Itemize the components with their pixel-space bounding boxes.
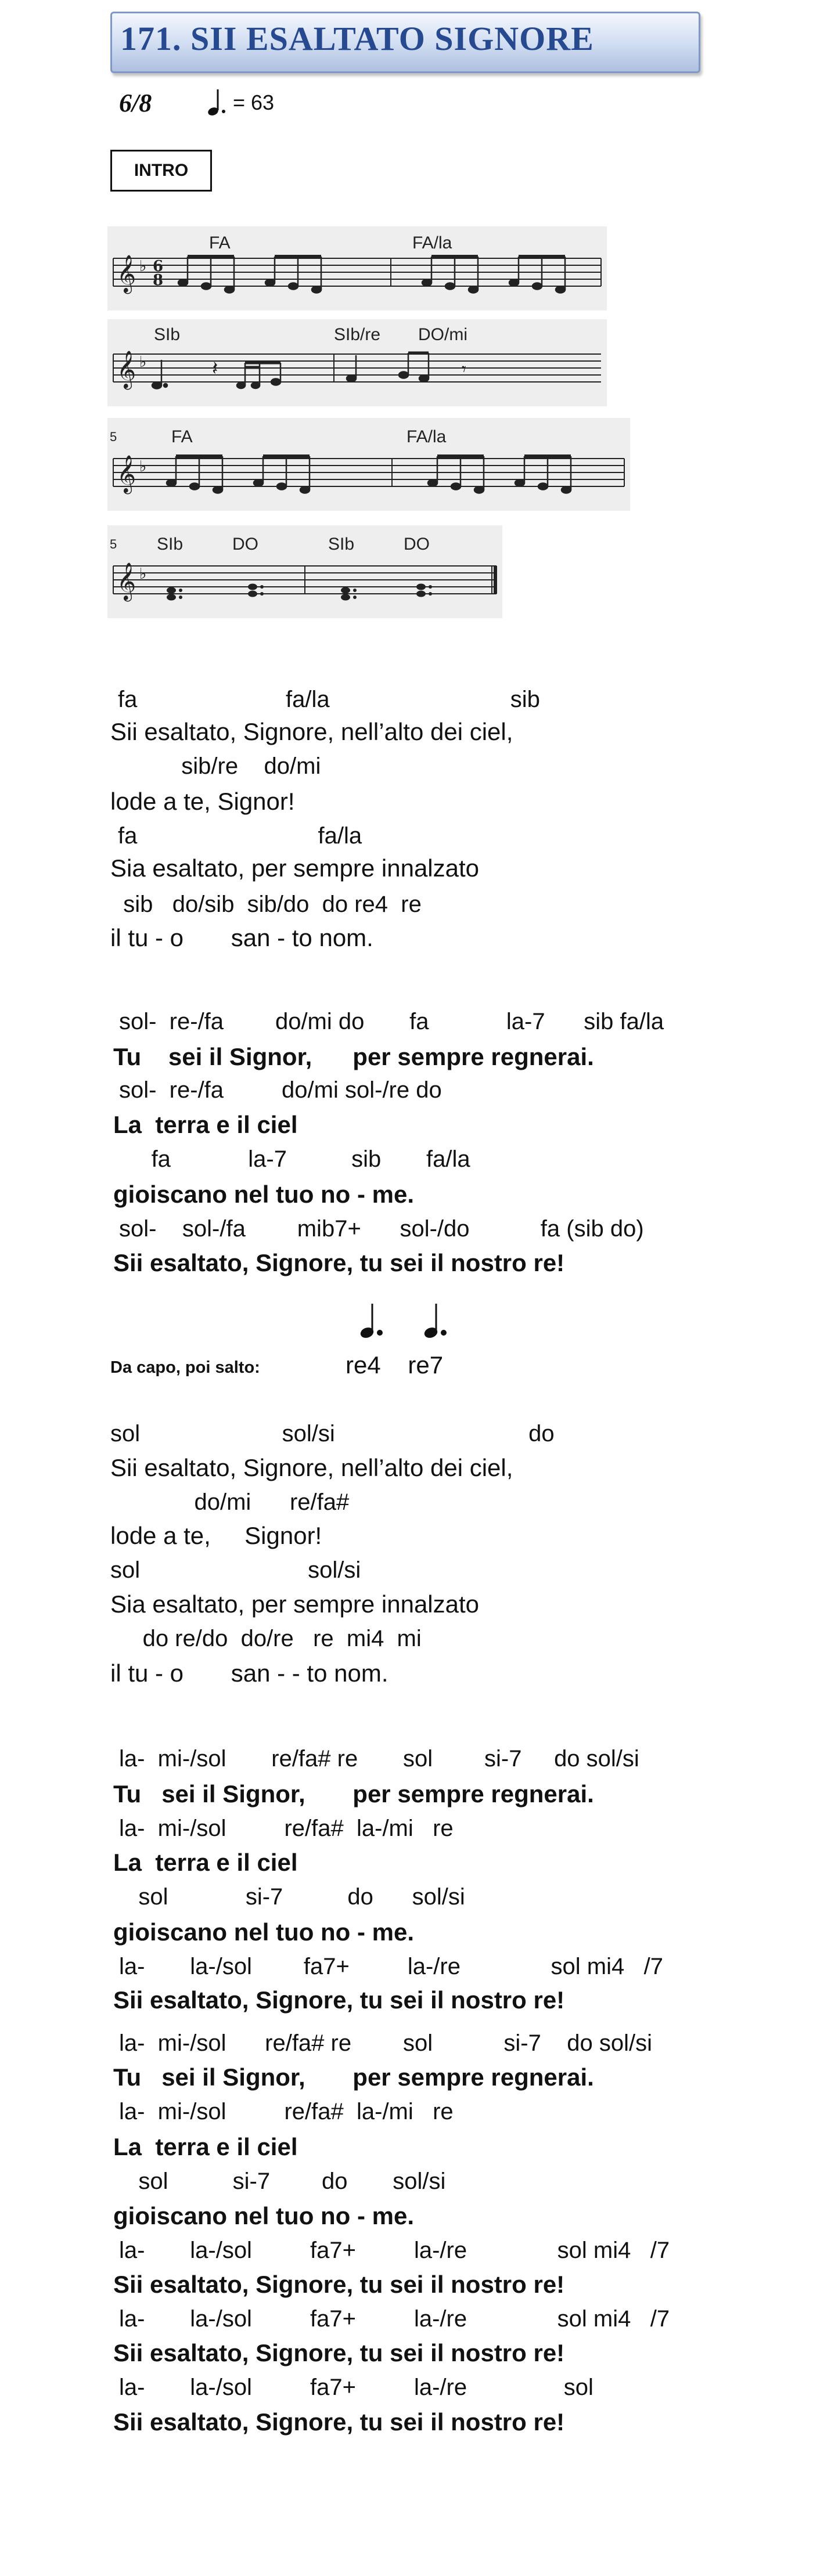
lyric-line: lode a te, Signor! bbox=[110, 788, 295, 815]
lyric-line: Sii esaltato, Signore, tu sei il nostro re! bbox=[113, 2408, 565, 2436]
measure-number: 5 bbox=[110, 430, 117, 444]
lyric-line: il tu - o san - to nom. bbox=[110, 924, 373, 951]
lyric-line: Sii esaltato, Signore, tu sei il nostro re! bbox=[113, 2271, 565, 2298]
staff-chord: DO/mi bbox=[418, 325, 467, 344]
chord-line: sol- re-/fa do/mi sol-/re do bbox=[119, 1077, 442, 1103]
lyric-line: Sii esaltato, Signore, tu sei il nostro re! bbox=[113, 1986, 565, 2014]
lyric-line: Sia esaltato, per sempre innalzato bbox=[110, 854, 480, 882]
staff-chord: SIb bbox=[328, 535, 355, 554]
chord-line: la- la-/sol fa7+ la-/re sol mi4 /7 bbox=[119, 2238, 670, 2263]
staff-chord: SIb bbox=[157, 535, 184, 554]
da-capo-label: Da capo, poi salto: bbox=[110, 1358, 260, 1377]
capo-note-icons bbox=[354, 1300, 470, 1344]
lyric-line: Sia esaltato, per sempre innalzato bbox=[110, 1590, 480, 1618]
time-signature: 6/8 bbox=[119, 89, 152, 117]
lyric-line: La terra e il ciel bbox=[113, 1111, 298, 1138]
staff-chord: DO bbox=[404, 535, 430, 554]
song-title: 171. SII ESALTATO SIGNORE bbox=[120, 20, 594, 57]
chord-line: la- mi-/sol re/fa# re sol si-7 do sol/si bbox=[119, 1746, 639, 1772]
chord-line: fa la-7 sib fa/la bbox=[119, 1146, 470, 1172]
chord-line: sib do/sib sib/do do re4 re bbox=[110, 892, 422, 917]
lyric-line: gioiscano nel tuo no - me. bbox=[113, 1181, 415, 1208]
chord-line: la- mi-/sol re/fa# re sol si-7 do sol/si bbox=[119, 2030, 653, 2056]
svg-text:𝄞: 𝄞 bbox=[117, 562, 136, 600]
lyric-line: Tu sei il Signor, per sempre regnerai. bbox=[113, 1780, 594, 1807]
svg-text:♭: ♭ bbox=[139, 353, 147, 371]
tempo-value: = 63 bbox=[233, 91, 275, 114]
lyric-line: La terra e il ciel bbox=[113, 1849, 298, 1876]
lyric-line: il tu - o san - - to nom. bbox=[110, 1659, 388, 1687]
chord-line: sol- sol-/fa mib7+ sol-/do fa (sib do) bbox=[119, 1216, 644, 1242]
staff-chord: DO bbox=[232, 535, 258, 554]
flat-icon: ♭ bbox=[139, 258, 147, 275]
intro-label: INTRO bbox=[110, 150, 212, 192]
lyric-line: La terra e il ciel bbox=[113, 2133, 298, 2160]
chord-line: sol si-7 do sol/si bbox=[119, 1884, 465, 1910]
svg-text:♭: ♭ bbox=[139, 458, 147, 475]
lyric-line: Sii esaltato, Signore, tu sei il nostro re! bbox=[113, 2339, 565, 2366]
svg-text:𝄞: 𝄞 bbox=[117, 455, 136, 493]
chord-line: la- la-/sol fa7+ la-/re sol mi4 /7 bbox=[119, 1954, 663, 1979]
svg-text:6: 6 bbox=[153, 258, 164, 275]
chord-line: la- mi-/sol re/fa# la-/mi re bbox=[119, 2099, 454, 2124]
chord-line: sol- re-/fa do/mi do fa la-7 sib fa/la bbox=[119, 1009, 664, 1034]
treble-clef-icon: 𝄞 bbox=[117, 255, 136, 293]
lyric-line: lode a te, Signor! bbox=[110, 1522, 322, 1549]
lyric-line: gioiscano nel tuo no - me. bbox=[113, 2202, 415, 2229]
svg-text:5: 5 bbox=[110, 537, 117, 551]
chord-line: do re/do do/re re mi4 mi bbox=[110, 1626, 422, 1651]
lyric-line: Tu sei il Signor, per sempre regnerai. bbox=[113, 1043, 594, 1070]
tempo-marking bbox=[206, 88, 274, 117]
chord-line: fa fa/la sib bbox=[118, 687, 540, 712]
svg-text:𝄾: 𝄾 bbox=[462, 359, 466, 380]
svg-text:8: 8 bbox=[153, 272, 164, 289]
chord-line: sol sol/si bbox=[110, 1557, 361, 1583]
dotted-quarter-note-icon bbox=[206, 88, 229, 117]
lyric-line: Sii esaltato, Signore, tu sei il nostro re! bbox=[113, 1249, 565, 1276]
chord-line: fa fa/la bbox=[118, 823, 362, 849]
staff-chord: SIb/re bbox=[334, 325, 381, 344]
lyric-line: gioiscano nel tuo no - me. bbox=[113, 1918, 415, 1946]
title-banner bbox=[110, 12, 700, 73]
staff-notes bbox=[178, 257, 565, 293]
chord-line: la- mi-/sol re/fa# la-/mi re bbox=[119, 1816, 454, 1841]
lyric-line: Sii esaltato, Signore, nell’alto dei ciel, bbox=[110, 1454, 513, 1481]
staff-system-2 bbox=[107, 319, 607, 406]
da-capo-chords: re4 re7 bbox=[346, 1351, 444, 1379]
staff-chord: FA/la bbox=[406, 427, 447, 446]
svg-text:♭: ♭ bbox=[139, 565, 147, 583]
svg-text:𝄽: 𝄽 bbox=[212, 357, 218, 380]
chord-line: la- la-/sol fa7+ la-/re sol bbox=[119, 2375, 593, 2400]
chord-line: sib/re do/mi bbox=[110, 753, 321, 779]
staff-system-4 bbox=[107, 525, 502, 618]
staff-chord: FA/la bbox=[412, 233, 452, 252]
lyric-line: Sii esaltato, Signore, nell’alto dei ciel, bbox=[110, 718, 513, 745]
chord-line: la- la-/sol fa7+ la-/re sol mi4 /7 bbox=[119, 2306, 670, 2332]
chord-line: sol si-7 do sol/si bbox=[119, 2169, 446, 2194]
staff-system-3 bbox=[107, 418, 630, 511]
staff-chord: FA bbox=[171, 427, 193, 446]
chord-line: sol sol/si do bbox=[110, 1421, 555, 1446]
lyric-line: Tu sei il Signor, per sempre regnerai. bbox=[113, 2063, 594, 2091]
staff-chord: SIb bbox=[154, 325, 181, 344]
svg-text:𝄞: 𝄞 bbox=[117, 351, 136, 388]
staff-system-1 bbox=[107, 226, 607, 311]
chord-line: do/mi re/fa# bbox=[110, 1489, 350, 1515]
staff-chord: FA bbox=[209, 233, 231, 252]
